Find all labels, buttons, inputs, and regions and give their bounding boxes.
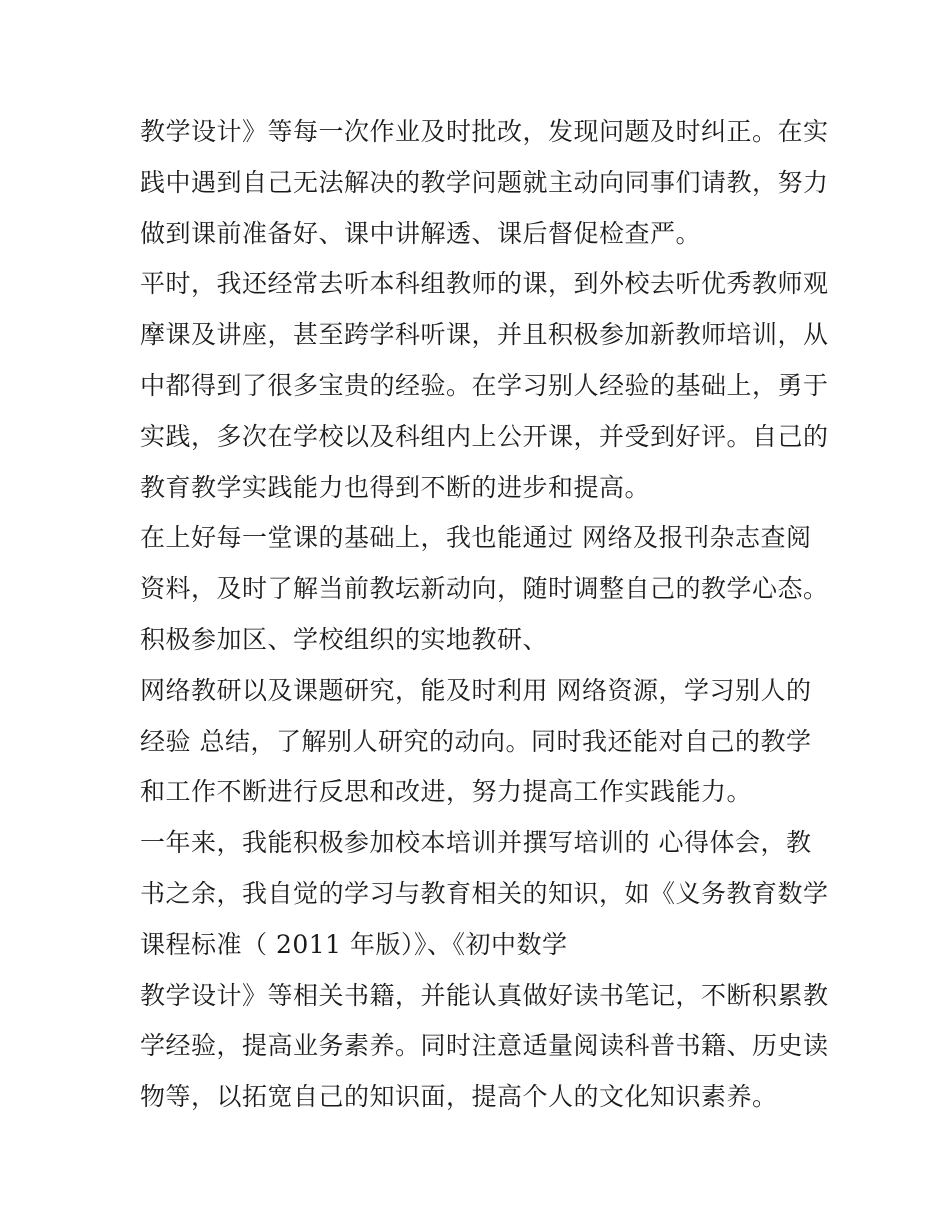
text-line: 践中遇到自己无法解决的教学问题就主动向同事们请教，努力: [140, 167, 829, 197]
text-line: 经验 总结，了解别人研究的动向。同时我还能对自己的教学: [140, 726, 812, 756]
text-line: 书之余，我自觉的学习与教育相关的知识，如《义务教育数学: [140, 878, 829, 908]
text-line: 教育教学实践能力也得到不断的进步和提高。: [140, 472, 651, 502]
text-line: 一年来，我能积极参加校本培训并撰写培训的 心得体会，教: [140, 828, 812, 858]
text-line: 做到课前准备好、课中讲解透、课后督促检查严。: [140, 218, 702, 248]
text-line: 摩课及讲座，甚至跨学科听课，并且积极参加新教师培训，从: [140, 320, 829, 350]
text-line: 平时，我还经常去听本科组教师的课，到外校去听优秀教师观: [140, 269, 829, 299]
text-line: 资料，及时了解当前教坛新动向，随时调整自己的教学心态。: [140, 574, 829, 604]
text-line: 和工作不断进行反思和改进，努力提高工作实践能力。: [140, 777, 753, 807]
text-line: 教学设计》等相关书籍，并能认真做好读书笔记，不断积累教: [140, 980, 829, 1010]
text-line: 物等，以拓宽自己的知识面，提高个人的文化知识素养。: [140, 1082, 778, 1112]
text-line: 积极参加区、学校组织的实地教研、: [140, 624, 549, 654]
text-line: 网络教研以及课题研究，能及时利用 网络资源，学习别人的: [140, 675, 812, 705]
text-line: 课程标准（ 2011 年版）》、《初中数学: [140, 929, 568, 959]
text-line: 教学设计》等每一次作业及时批改，发现问题及时纠正。在实: [140, 117, 829, 146]
text-line: 学经验，提高业务素养。同时注意适量阅读科普书籍、历史读: [140, 1031, 829, 1061]
body-text: [140, 107, 829, 1123]
text-line: 中都得到了很多宝贵的经验。在学习别人经验的基础上，勇于: [140, 370, 829, 400]
text-line: 实践，多次在学校以及科组内上公开课，并受到好评。自己的: [140, 421, 829, 451]
text-line: 在上好每一堂课的基础上，我也能通过 网络及报刊杂志查阅: [140, 523, 812, 553]
